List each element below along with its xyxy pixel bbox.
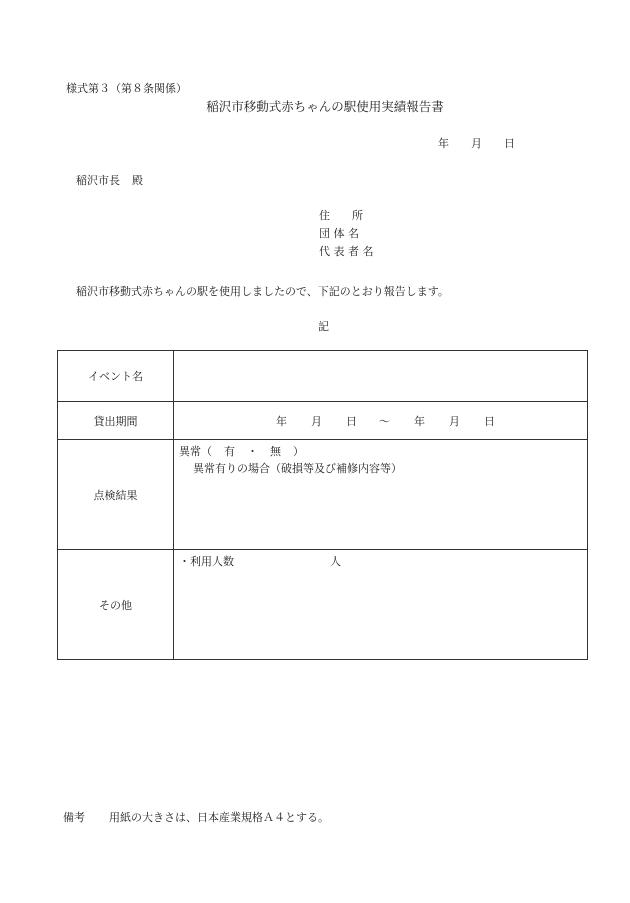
event-row [58, 351, 588, 402]
addressee [76, 172, 143, 188]
abnormal-choice [179, 443, 587, 460]
abnormal-close-paren: ） [293, 445, 304, 458]
period-start-month: 月 [311, 414, 322, 428]
period-row [58, 402, 588, 440]
report-statement: 稲沢市移動式赤ちゃんの駅を使用しましたので、下記のとおり報告します。 [76, 285, 449, 298]
remarks [63, 809, 329, 825]
date-month: 月 [471, 137, 482, 150]
report-table [57, 350, 588, 660]
date-day: 日 [504, 137, 515, 150]
representative-label: 代 表 者 名 [319, 245, 374, 258]
option-separator: ・ [247, 445, 258, 458]
group-name-label: 団 体 名 [319, 227, 359, 240]
other-field[interactable] [174, 550, 588, 660]
period-end-day: 日 [484, 414, 495, 428]
remarks-text: 用紙の大きさは、日本産業規格Ａ４とする。 [109, 811, 329, 824]
user-count-label: ・利用人数 [179, 555, 234, 568]
period-end-month: 月 [449, 414, 460, 428]
address-label: 住 所 [319, 209, 363, 222]
abnormal-no-option[interactable]: 無 [270, 445, 281, 458]
rental-period-label: 貸出期間 [58, 402, 174, 440]
submission-date [438, 135, 515, 151]
inspection-result-field[interactable] [174, 440, 588, 550]
inspection-row [58, 440, 588, 550]
document-title: 稲沢市移動式赤ちゃんの駅使用実績報告書 [206, 99, 444, 114]
form-number-label: 様式第３（第８条関係） [66, 82, 187, 95]
user-count-unit: 人 [330, 555, 341, 568]
abnormal-label: 異常（ [179, 445, 212, 458]
inspection-result-label: 点検結果 [58, 440, 174, 550]
period-tilde: ～ [379, 414, 390, 428]
addressee-honorific: 殿 [132, 174, 143, 187]
period-start-day: 日 [346, 414, 357, 428]
abnormal-details-label: 異常有りの場合（破損等及び補修内容等） [193, 462, 402, 475]
abnormal-yes-option[interactable]: 有 [224, 445, 235, 458]
applicant-block [319, 207, 374, 261]
date-year: 年 [438, 137, 449, 150]
remarks-label: 備考 [63, 811, 85, 824]
event-name-field[interactable] [174, 351, 588, 402]
other-row [58, 550, 588, 660]
addressee-name: 稲沢市長 [76, 174, 120, 187]
ki-heading: 記 [318, 320, 329, 333]
period-end-year: 年 [414, 414, 425, 428]
period-start-year: 年 [276, 414, 287, 428]
event-name-label: イベント名 [58, 351, 174, 402]
rental-period-field[interactable] [174, 402, 588, 440]
other-label: その他 [58, 550, 174, 660]
